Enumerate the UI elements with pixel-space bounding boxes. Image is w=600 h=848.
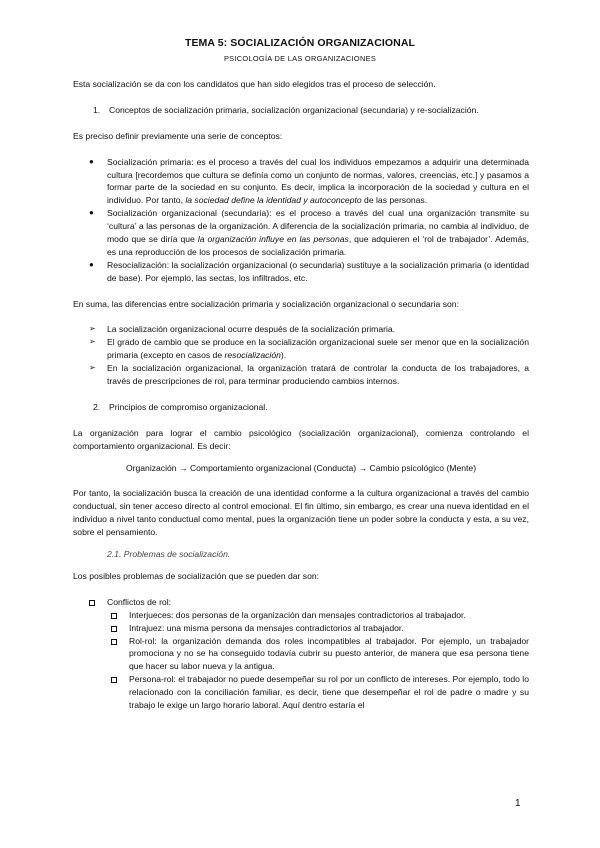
document-subtitle: PSICOLOGÍA DE LAS ORGANIZACIONES (223, 53, 377, 63)
document-header (0, 36, 600, 64)
list-item: ● Resocialización: la socialización organizacional (o secundaria) sustituye a la socialización primaria (o identidad de base). Por ejemplo, las sectas, los infiltrados, etc. (89, 259, 529, 283)
subsection-heading: 2.1. Problemas de socialización. (107, 549, 231, 560)
document-title: TEMA 5: SOCIALIZACIÓN ORGANIZACIONAL (184, 37, 416, 49)
checkbox-bullet-icon (89, 597, 95, 610)
differences-list (73, 323, 529, 387)
list-item: ● Socialización primaria: es el proceso a través del cual los individuos empezamos a adquirir una determinada cultura [recordemos que cultura se definía como un conjunto de normas, valores, creencias, etc.] y pasamos a formar parte de la sociedad en su conjunto. Es decir, implica la incorporación de la sociedad y cultura en el individuo. Por tanto, la sociedad define la identidad y autoconcepto de las personas. (89, 156, 529, 206)
list-item: Interjueces: dos personas de la organización dan mensajes contradictorios al trabajador. (111, 609, 529, 622)
section-number: 1. (93, 104, 101, 115)
bullet-icon: ● (89, 259, 94, 269)
concepts-list (73, 156, 529, 285)
list-item (73, 596, 529, 712)
problems-list (73, 596, 529, 712)
formula-line: Organización → Comportamiento organizacional (Conducta) → Cambio psicológico (Mente) (125, 462, 477, 473)
bullet-icon: ● (89, 156, 94, 166)
problems-intro: Los posibles problemas de socialización que se pueden dar son: (73, 570, 320, 581)
identity-paragraph: Por tanto, la socialización busca la creación de una identidad conforme a la cultura organizacional a través del cambio conductual, sin tener acceso directo al control emocional. El fin último, sin embargo, es crear una nueva identidad en el individuo a nivel tanto conductual como mental, pues la organización tiene un poder sobre la conducta y esta, a su vez, sobre el pensamiento. (73, 488, 529, 538)
section-heading-1 (93, 104, 529, 117)
arrow-bullet-icon: ➢ (89, 363, 96, 373)
list-item: Persona-rol: el trabajador no puede desempeñar su rol por un conflicto de intereses. Por ejemplo, todo lo relacionado con la conciliación familiar, es decir, tiene que desempeñar el rol de padre o madre y su trabajo le exige un largo horario laboral. Aquí dentro estaría el (111, 673, 529, 712)
arrow-bullet-icon: ➢ (89, 337, 96, 347)
change-paragraph: La organización para lograr el cambio psicológico (socialización organizacional), comienza controlando el comportamiento organizacional. Es decir: (73, 427, 529, 451)
arrow-bullet-icon: ➢ (89, 324, 96, 334)
list-item: ➢ La socialización organizacional ocurre después de la socialización primaria. (89, 324, 396, 335)
list-item: ➢ En la socialización organizacional, la organización tratará de controlar la conducta de los trabajadores, a través de prescripciones de rol, para terminar produciendo cambios internos. (89, 363, 529, 387)
conflicts-list (73, 609, 529, 712)
section-number: 2. (93, 401, 101, 412)
concepts-intro: Es preciso definir previamente una serie de conceptos: (73, 130, 283, 141)
document-body (73, 78, 529, 712)
section-heading-2 (93, 401, 529, 414)
checkbox-bullet-icon (111, 674, 117, 687)
page-number: 1 (515, 798, 521, 809)
list-item: Intrajuez: una misma persona da mensajes contradictorios al trabajador. (111, 622, 529, 635)
bullet-icon: ● (89, 208, 94, 218)
checkbox-bullet-icon (111, 636, 117, 649)
intro-paragraph: Esta socialización se da con los candidatos que han sido elegidos tras el proceso de selección. (73, 79, 436, 89)
list-item: Rol-rol: la organización demanda dos roles incompatibles al trabajador. Por ejemplo, un trabajador promociona y no se ha conseguido todavía cubrir su puesto anterior, de manera que esa persona tiene que hacer su labor nueva y la antigua. (111, 635, 529, 674)
list-item: ● Socialización organizacional (secundaria): es el proceso a través del cual una organización transmite su ‘cultura’ a las personas de la organización. A diferencia de la socialización primaria, no cambia al individuo, de modo que se diría que la organización influye en las personas, que adquieren el ‘rol de trabajador’. Además, es una reproducción de los procesos de socialización primaria. (89, 208, 529, 257)
section-title: Conceptos de socialización primaria, socialización organizacional (secundaria) y re-socialización. (109, 104, 479, 115)
list-item: ➢ El grado de cambio que se produce en la socialización organizacional suele ser menor que en la socialización primaria (excepto en casos de resocialización). (89, 337, 529, 361)
differences-intro: En suma, las diferencias entre socialización primaria y socialización organizacional o secundaria son: (73, 298, 459, 309)
conflicts-label: Conflictos de rol: (107, 596, 172, 607)
section-title: Principios de compromiso organizacional. (109, 401, 268, 412)
